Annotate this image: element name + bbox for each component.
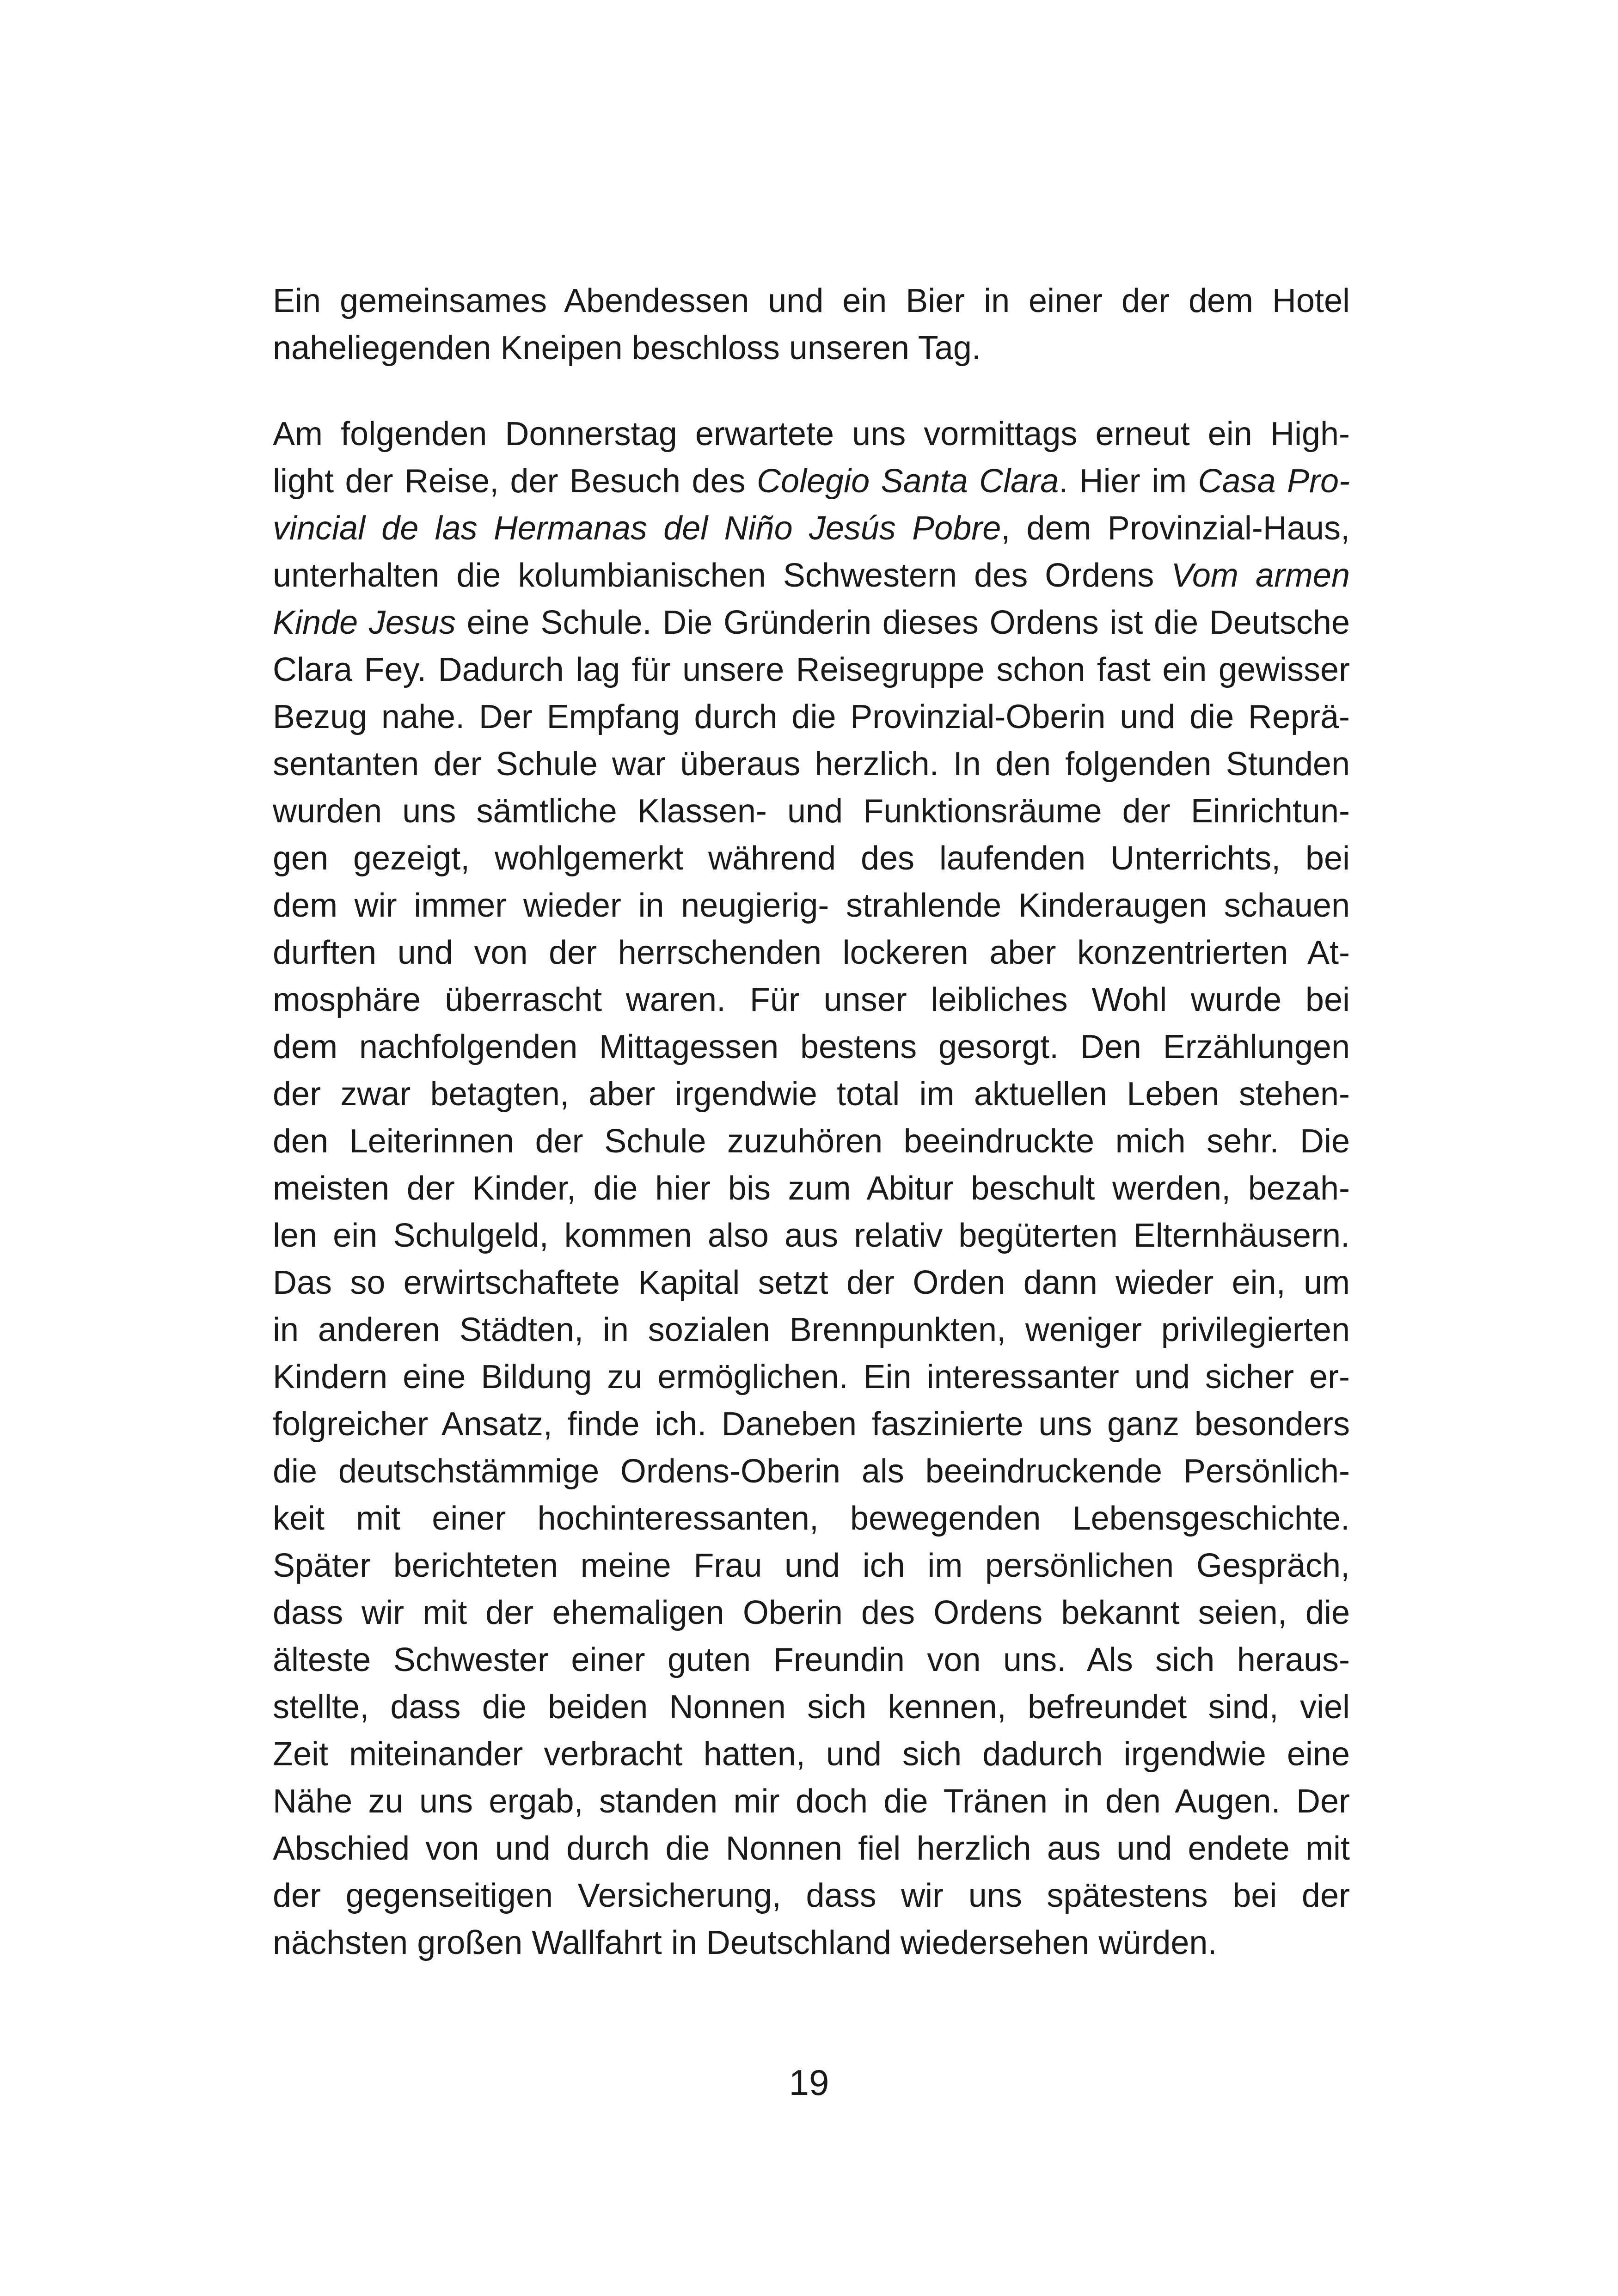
text-line bbox=[273, 458, 1350, 505]
text-line: der gegenseitigen Versicherung, dass wir uns spätestens bei der bbox=[273, 1877, 1350, 1914]
body-text bbox=[273, 277, 1350, 1966]
text-run: unterhalten die kolumbianischen Schwestern des Ordens bbox=[273, 557, 1171, 594]
text-line: Clara Fey. Dadurch lag für unsere Reisegruppe schon fast ein gewisser bbox=[273, 651, 1350, 688]
text-line: Abschied von und durch die Nonnen fiel herzlich aus und endete mit bbox=[273, 1830, 1350, 1867]
text-line: Kindern eine Bildung zu ermöglichen. Ein interessanter und sicher er- bbox=[273, 1359, 1350, 1396]
text-line: in anderen Städten, in sozialen Brennpunkten, weniger privilegierten bbox=[273, 1311, 1350, 1348]
page-number: 19 bbox=[789, 2062, 829, 2103]
text-line: stellte, dass die beiden Nonnen sich kennen, befreundet sind, viel bbox=[273, 1689, 1350, 1726]
text-run: light der Reise, der Besuch des bbox=[273, 463, 757, 500]
text-line: Zeit miteinander verbracht hatten, und sich dadurch irgendwie eine bbox=[273, 1736, 1350, 1773]
text-line: Das so erwirtschaftete Kapital setzt der Orden dann wieder ein, um bbox=[273, 1264, 1350, 1301]
text-line bbox=[273, 505, 1350, 552]
text-line: der zwar betagten, aber irgendwie total im aktuellen Leben stehen- bbox=[273, 1076, 1350, 1113]
text-line: keit mit einer hochinteressanten, bewegenden Lebensgeschichte. bbox=[273, 1500, 1350, 1537]
text-line: Am folgenden Donnerstag erwartete uns vormittags erneut ein High- bbox=[273, 416, 1350, 453]
text-line: naheliegenden Kneipen beschloss unseren Tag. bbox=[273, 330, 981, 367]
text-line: Ein gemeinsames Abendessen und ein Bier in einer der dem Hotel bbox=[273, 282, 1350, 319]
text-line: mosphäre überrascht waren. Für unser leibliches Wohl wurde bei bbox=[273, 981, 1350, 1018]
text-run: eine Schule. Die Gründerin dieses Ordens ist die Deutsche bbox=[455, 604, 1350, 641]
text-line: len ein Schulgeld, kommen also aus relativ begüterten Elternhäusern. bbox=[273, 1217, 1350, 1254]
text-line bbox=[273, 599, 1350, 646]
italic-title: vincial de las Hermanas del Niño Jesús Pobre bbox=[273, 510, 1001, 547]
text-line: wurden uns sämtliche Klassen- und Funktionsräume der Einrichtun- bbox=[273, 793, 1350, 830]
text-line: älteste Schwester einer guten Freundin von uns. Als sich heraus- bbox=[273, 1641, 1350, 1678]
text-line: durften und von der herrschenden lockeren aber konzentrierten At- bbox=[273, 934, 1350, 971]
text-line: dem wir immer wieder in neugierig- strahlende Kinderaugen schauen bbox=[273, 887, 1350, 924]
text-line: folgreicher Ansatz, finde ich. Daneben faszinierte uns ganz besonders bbox=[273, 1406, 1350, 1443]
text-line: sentanten der Schule war überaus herzlich. In den folgenden Stunden bbox=[273, 746, 1350, 783]
text-line: den Leiterinnen der Schule zuzuhören beeindruckte mich sehr. Die bbox=[273, 1123, 1350, 1160]
paragraph-gap bbox=[273, 372, 1350, 410]
text-run: , dem Provinzial-Haus, bbox=[1001, 510, 1350, 547]
text-line: dem nachfolgenden Mittagessen bestens gesorgt. Den Erzählungen bbox=[273, 1029, 1350, 1065]
text-line: nächsten großen Wallfahrt in Deutschland wiedersehen würden. bbox=[273, 1924, 1217, 1961]
italic-title: Casa Pro- bbox=[1198, 463, 1350, 500]
text-run: . Hier im bbox=[1059, 463, 1198, 500]
text-line: Bezug nahe. Der Empfang durch die Provinzial-Oberin und die Reprä- bbox=[273, 698, 1350, 735]
text-line: Nähe zu uns ergab, standen mir doch die Tränen in den Augen. Der bbox=[273, 1783, 1350, 1820]
text-line: Später berichteten meine Frau und ich im persönlichen Gespräch, bbox=[273, 1547, 1350, 1584]
italic-title: Kinde Jesus bbox=[273, 604, 456, 641]
text-line: meisten der Kinder, die hier bis zum Abitur beschult werden, bezah- bbox=[273, 1170, 1350, 1207]
italic-title: Colegio Santa Clara bbox=[757, 463, 1059, 500]
text-line: dass wir mit der ehemaligen Oberin des Ordens bekannt seien, die bbox=[273, 1594, 1350, 1631]
text-line: die deutschstämmige Ordens-Oberin als beeindruckende Persönlich- bbox=[273, 1453, 1350, 1490]
italic-title: Vom armen bbox=[1171, 557, 1350, 594]
text-line bbox=[273, 552, 1350, 599]
text-line: gen gezeigt, wohlgemerkt während des laufenden Unterrichts, bei bbox=[273, 840, 1350, 877]
